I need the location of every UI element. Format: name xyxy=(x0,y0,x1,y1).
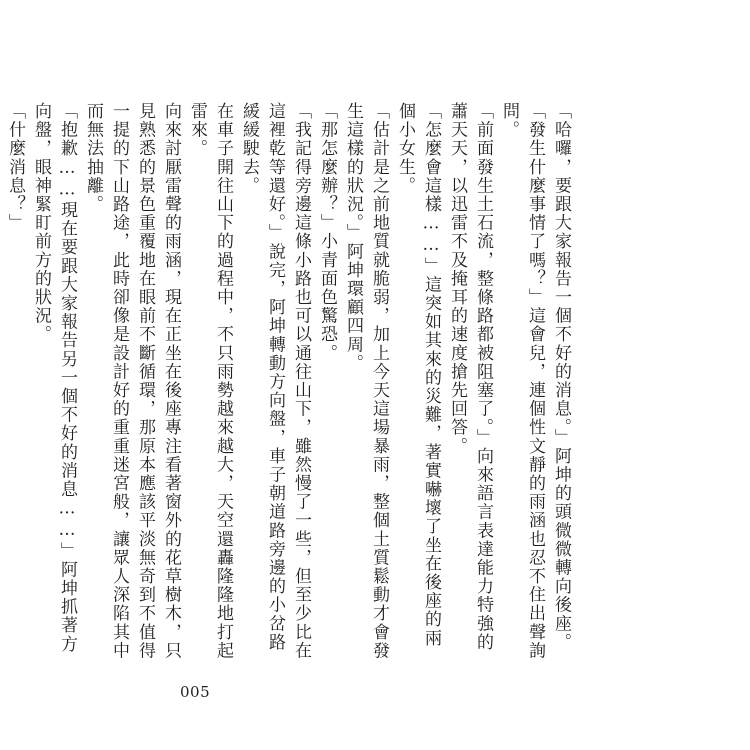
paragraph-3: 「前面發生土石流，整條路都被阻塞了。」向來語言表達能力特強的蕭天天，以迅雷不及掩耳的速度搶先回答。 xyxy=(447,102,493,652)
paragraph-8: 在車子開往山下的過程中，不只雨勢越來越大，天空還轟隆隆地打起雷來。 xyxy=(187,102,233,660)
paragraph-4: 「怎麼會這樣……」這突如其來的災難，著實嚇壞了坐在後座的兩個小女生。 xyxy=(395,102,441,648)
paragraph-6: 「那怎麼辦？」小青面色驚恐。 xyxy=(317,102,337,363)
paragraph-1: 「哈囉，要跟大家報告一個不好的消息。」阿坤的頭微微轉向後座。 xyxy=(551,102,571,652)
paragraph-5: 「估計是之前地質就脆弱，加上今天這場暴雨，整個土質鬆動才會發生這樣的狀況。」阿坤環顧四周。 xyxy=(343,102,389,660)
paragraph-7: 「我記得旁邊這條小路也可以通往山下，雖然慢了一些，但至少比在這裡乾等還好。」說完，阿坤轉動方向盤，車子朝道路旁邊的小岔路緩緩駛去。 xyxy=(239,102,311,660)
page-number: 005 xyxy=(180,683,211,701)
paragraph-11: 「什麼消息？」 xyxy=(5,102,25,233)
vertical-text-block xyxy=(5,102,574,662)
paragraph-10: 「抱歉……現在要跟大家報告另一個不好的消息……」阿坤抓著方向盤，眼神緊盯前方的狀況。 xyxy=(31,102,77,654)
paragraph-2: 「發生什麼事情了嗎？」這會兒，連個性文靜的雨涵也忍不住出聲詢問。 xyxy=(499,102,545,660)
paragraph-9: 向來討厭雷聲的雨涵，現在正坐在後座專注看著窗外的花草樹木，只見熟悉的景色重覆地在眼前不斷循環，那原本應該平淡無奇到不值得一提的下山路途，此時卻像是設計好的重重迷宮般，讓眾人深陷其中而無法抽離。 xyxy=(83,102,181,660)
